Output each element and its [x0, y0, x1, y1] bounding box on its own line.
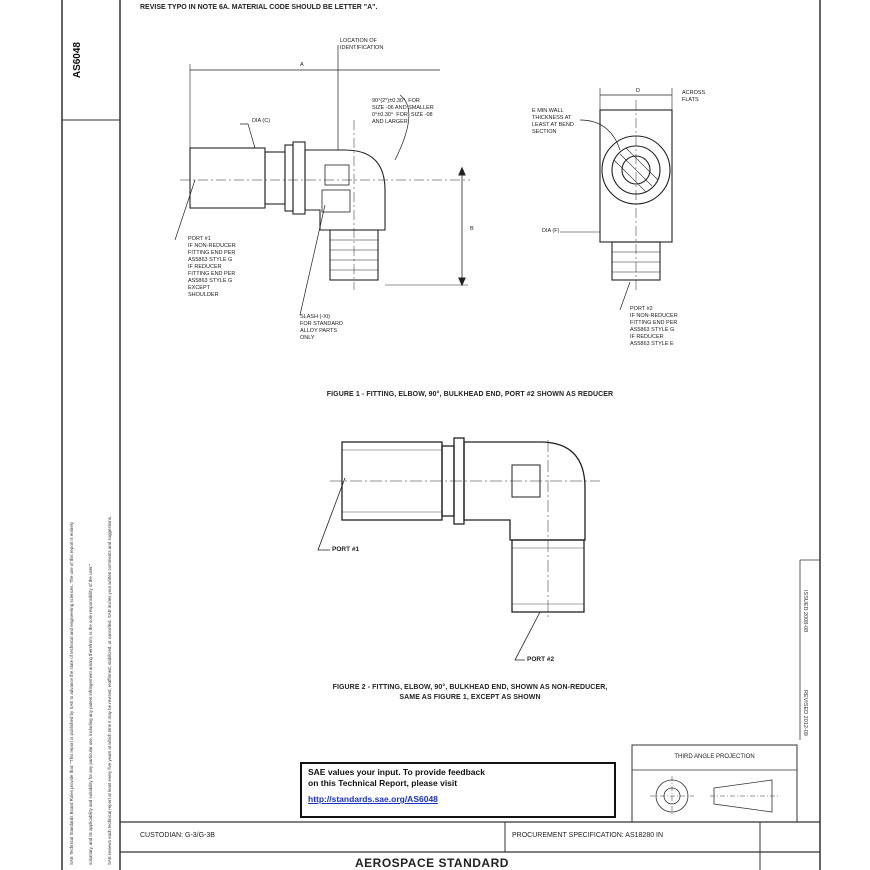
fig1-dim-a: A: [300, 62, 304, 68]
aerospace-standard-title: AEROSPACE STANDARD: [355, 856, 509, 870]
third-angle-projection-icon: [632, 770, 797, 822]
fig1-cone-note: 90°(2°)±0.30° FOR SIZE -06 AND SMALLER 0°±0.30° FOR SIZE -08 AND LARGER: [372, 98, 434, 125]
fig1-location-label: LOCATION OF IDENTIFICATION: [340, 38, 384, 51]
procurement-field: PROCUREMENT SPECIFICATION: AS18280 IN: [512, 832, 664, 839]
revised-date: REVISED 2012-09: [802, 690, 808, 736]
figure-2-caption-line-1: FIGURE 2 - FITTING, ELBOW, 90°, BULKHEAD END, SHOWN AS NON-REDUCER,: [332, 684, 608, 691]
feedback-line-1: SAE values your input. To provide feedback: [308, 767, 485, 777]
margin-line-1: SAE Technical Standards Board Rules provide that: "This report is published by SAE to advance the state of technical and engineering sciences. The use of this report is entirely: [68, 521, 74, 865]
fig1-port2-note: PORT #2 IF NON-REDUCER FITTING END PER AS5863 STYLE G IF REDUCER AS5863 STYLE E: [630, 306, 678, 347]
fig1-slash-note: SLASH (-Xl) FOR STANDARD ALLOY PARTS ONLY: [300, 314, 343, 341]
fig1-across-flats: ACROSS FLATS: [682, 90, 706, 103]
figure-2-caption-line-2: SAME AS FIGURE 1, EXCEPT AS SHOWN: [399, 694, 541, 701]
fig1-min-wall-note: E MIN WALL THICKNESS AT LEAST AT BEND SECTION: [532, 108, 574, 135]
feedback-line-2: on this Technical Report, please visit: [308, 778, 458, 788]
projection-label: THIRD ANGLE PROJECTION: [674, 754, 755, 760]
revision-note: REVISE TYPO IN NOTE 6A. MATERIAL CODE SHOULD BE LETTER "A".: [140, 4, 378, 11]
doc-number-vertical: AS6048: [72, 41, 83, 79]
feedback-link[interactable]: http://standards.sae.org/AS6048: [308, 794, 438, 804]
fig1-dia-c: DIA (C): [252, 118, 271, 124]
fig1-dia-f: DIA (F): [542, 228, 560, 234]
figure-1-drawing: [0, 0, 870, 420]
margin-line-3: SAE reviews each technical report at least every five years at which time it may be revised, reaffirmed, stabilized, or cancelled. SAE invites your written comments and suggestions.: [107, 515, 113, 865]
fig2-port2-label: PORT #2: [527, 656, 555, 663]
fig2-port1-label: PORT #1: [332, 546, 360, 553]
feedback-box: [300, 762, 616, 818]
fig1-dim-d: D: [636, 88, 640, 94]
figure-2-drawing: [0, 420, 870, 680]
issued-date: ISSUED 2008-08: [802, 590, 808, 633]
fig1-port1-note: PORT #1 IF NON-REDUCER FITTING END PER AS5863 STYLE G IF REDUCER FITTING END PER AS5863 STYLE G EXCEPT SHOULDER: [188, 236, 236, 298]
figure-1-caption: FIGURE 1 - FITTING, ELBOW, 90°, BULKHEAD END, PORT #2 SHOWN AS REDUCER: [326, 391, 614, 398]
margin-line-2: voluntary, and its applicability and suitability for any particular use, including any patent infringement arising therefrom, is the sole responsibility of the user.": [87, 563, 93, 865]
custodian-field: CUSTODIAN: G-3/G-3B: [140, 832, 215, 839]
fig1-dim-b: B: [470, 226, 474, 232]
right-margin-revised: [802, 690, 818, 750]
